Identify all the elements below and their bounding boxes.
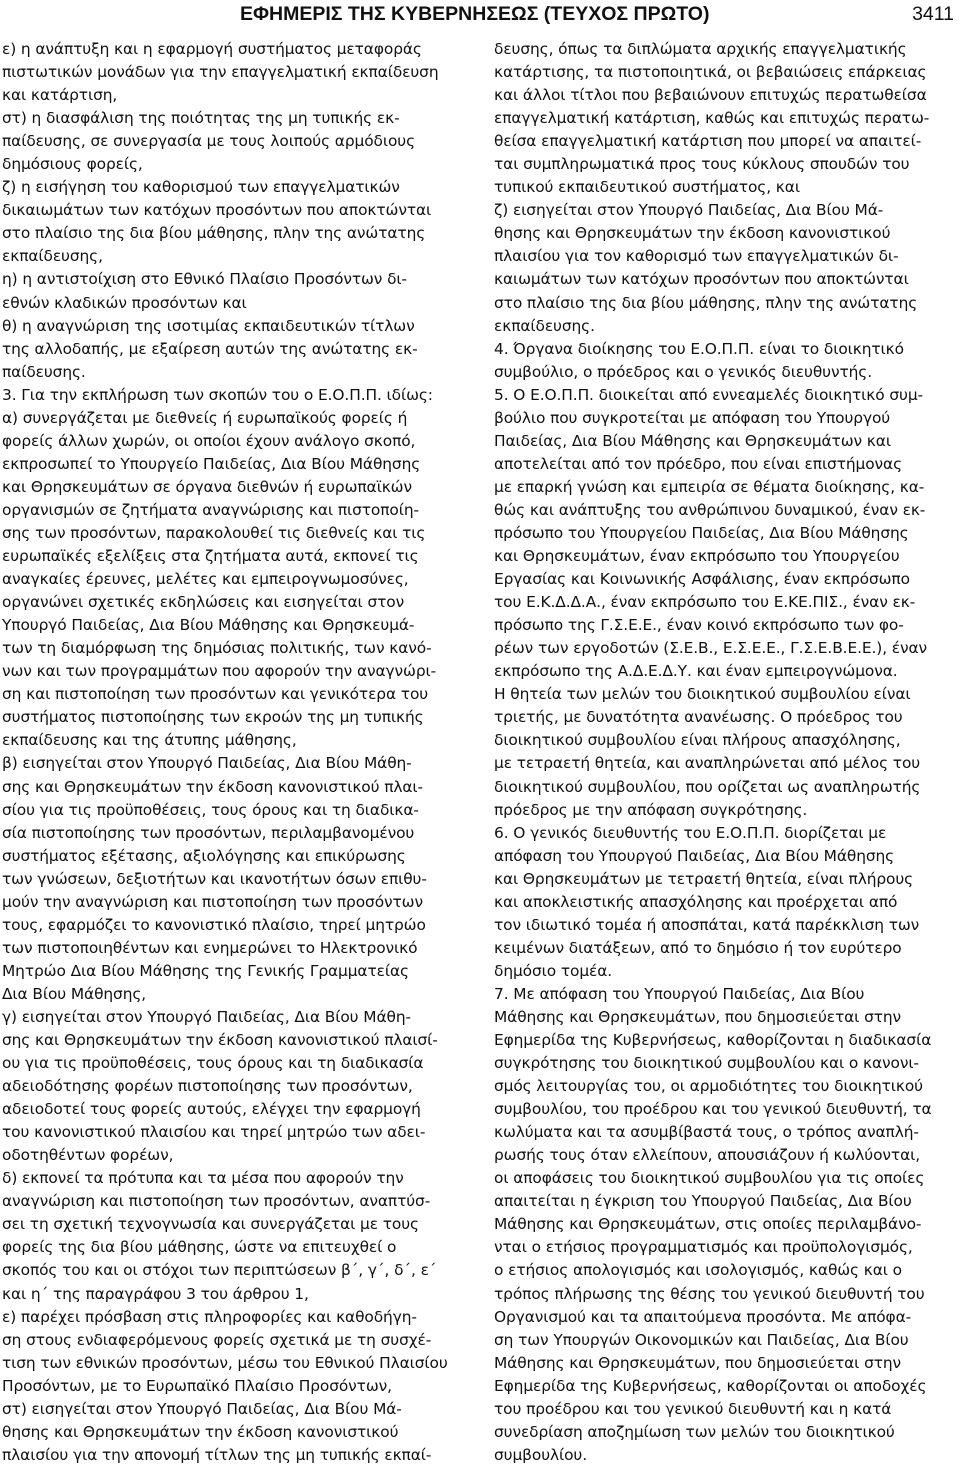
text-line: στο πλαίσιο της δια βίου μάθησης, πλην της ανώτατης (494, 293, 918, 312)
text-line: 3. Για την εκπλήρωση των σκοπών του ο Ε.Ο.Π.Π. ιδίως: (2, 385, 433, 404)
text-line: συγκρότησης του διοικητικού συμβουλίου και ο κανονι- (494, 1054, 919, 1073)
text-line: διοικητικού συμβουλίου είναι πλήρους απασχόλησης, (494, 731, 901, 750)
text-line: πλαισίου για την απονομή τίτλων της μη τυπικής εκπαί- (2, 1445, 432, 1464)
text-line: 4. Όργανα διοίκησης του Ε.Ο.Π.Π. είναι το διοικητικό (494, 339, 904, 358)
text-line: πρόεδρος με την απόφαση συγκρότησης. (494, 800, 808, 819)
right-column (494, 38, 956, 1467)
text-line: τυπικού εκπαιδευτικού συστήματος, και (494, 178, 800, 197)
text-line: συστήματος πιστοποίησης των εκροών της μη τυπικής (2, 708, 424, 727)
text-line: δημόσιο τομέα. (494, 961, 613, 980)
text-line: α) συνεργάζεται με διεθνείς ή ευρωπαϊκούς φορείς ή (2, 408, 408, 427)
text-line: εκπαίδευσης. (494, 316, 595, 335)
text-line: του προέδρου και του γενικού διευθυντή και η κατά (494, 1399, 892, 1418)
text-line: των τη διαμόρφωση της δημόσιας πολιτικής, των κανό- (2, 639, 432, 658)
text-line: εκπροσωπεί το Υπουργείο Παιδείας, Δια Βίου Μάθησης (2, 454, 421, 473)
text-line: η) η αντιστοίχιση στο Εθνικό Πλαίσιο Προσόντων δι- (2, 270, 407, 289)
text-line: Εφημερίδα της Κυβερνήσεως, καθορίζονται οι αποδοχές (494, 1376, 927, 1395)
text-line: και Θρησκευμάτων σε όργανα διεθνών ή ευρωπαϊκών (2, 477, 412, 496)
text-line: νται ο ετήσιος προγραμματισμός και προϋπολογισμός, (494, 1238, 913, 1257)
text-line: κειμένων διατάξεων, από το δημόσιο ή τον ευρύτερο (494, 938, 902, 957)
text-line: ζ) εισηγείται στον Υπουργό Παιδείας, Δια Βίου Μά- (494, 201, 884, 220)
text-line: τρόπος πλήρωσης της θέσης του γενικού διευθυντή του (494, 1284, 925, 1303)
text-line: του Ε.Κ.Δ.Δ.Α., έναν εκπρόσωπο του Ε.ΚΕ.ΠΙΣ., έναν εκ- (494, 593, 916, 612)
text-line: παίδευσης, σε συνεργασία με τους λοιπούς αρμόδιους (2, 132, 416, 151)
text-line: με τετραετή θητεία, και αναπληρώνεται από μέλος του (494, 754, 921, 773)
text-line: ζ) η εισήγηση του καθορισμού των επαγγελματικών (2, 178, 400, 197)
text-line: στο πλαίσιο της δια βίου μάθησης, πλην της ανώτατης (2, 224, 426, 243)
text-line: αδειοδότησης φορέων πιστοποίησης των προσόντων, (2, 1077, 413, 1096)
text-line: σει τη σχετική τεχνογνωσία και συνεργάζεται με τους (2, 1215, 419, 1234)
text-line: Προσόντων, με το Ευρωπαϊκό Πλαίσιο Προσόντων, (2, 1376, 392, 1395)
text-line: Οργανισμού και τα απαιτούμενα προσόντα. Με απόφα- (494, 1307, 912, 1326)
text-line: ο ετήσιος απολογισμός και ισολογισμός, καθώς και ο (494, 1261, 902, 1280)
text-line: σης των προσόντων, παρακολουθεί τις διεθνείς και τις (2, 523, 426, 542)
text-line: της αλλοδαπής, με εξαίρεση αυτών της ανώτατης εκ- (2, 339, 418, 358)
text-line: των πιστοποιηθέντων και ενημερώνει το Ηλεκτρονικό (2, 938, 418, 957)
text-line: οδοτηθέντων φορέων, (2, 1146, 174, 1165)
text-line: Παιδείας, Δια Βίου Μάθησης και Θρησκευμάτων και (494, 431, 891, 450)
text-line: νων και των προγραμμάτων που αφορούν την αναγνώρι- (2, 662, 437, 681)
text-line: Υπουργό Παιδείας, Δια Βίου Μάθησης και Θρησκευμά- (2, 616, 415, 635)
text-line: δευσης, όπως τα διπλώματα αρχικής επαγγελματικής (494, 40, 907, 58)
text-line: σης και Θρησκευμάτων την έκδοση κανονιστικού πλαι- (2, 777, 423, 796)
text-line: 6. Ο γενικός διευθυντής του Ε.Ο.Π.Π. διορίζεται με (494, 823, 887, 842)
text-line: συμβούλιο, ο πρόεδρος και ο γενικός διευθυντής. (494, 362, 872, 381)
text-line: β) εισηγείται στον Υπουργό Παιδείας, Δια Βίου Μάθη- (2, 754, 412, 773)
text-line: σης και Θρησκευμάτων την έκδοση κανονιστικού πλαισί- (2, 1031, 438, 1050)
text-line: 7. Με απόφαση του Υπουργού Παιδείας, Δια Βίου (494, 984, 865, 1003)
gazette-title: ΕΦΗΜΕΡΙΣ ΤΗΣ ΚΥΒΕΡΝΗΣΕΩΣ (ΤΕΥΧΟΣ ΠΡΩΤΟ) (240, 3, 710, 25)
page-number: 3411 (912, 3, 954, 25)
text-line: δικαιωμάτων των κατόχων προσόντων που αποκτώνται (2, 201, 432, 220)
text-line: ε) παρέχει πρόσβαση στις πληροφορίες και καθοδήγη- (2, 1307, 417, 1326)
text-line: σμός λειτουργίας του, οι αρμοδιότητες του διοικητικού (494, 1077, 923, 1096)
text-line: ρωσής τους όταν ελλείπουν, απουσιάζουν ή κωλύονται, (494, 1146, 921, 1165)
text-line: απαιτείται η έγκριση του Υπουργού Παιδείας, Δια Βίου (494, 1192, 912, 1211)
text-line: των γνώσεων, δεξιοτήτων και ικανοτήτων όσων επιθυ- (2, 869, 427, 888)
text-line: απόφαση του Υπουργού Παιδείας, Δια Βίου Μάθησης (494, 846, 895, 865)
text-line: καιωμάτων των κατόχων προσόντων που αποκτώνται (494, 270, 909, 289)
text-line: αποτελείται από τον πρόεδρο, που είναι επιστήμονας (494, 454, 903, 473)
text-line: και κατάρτιση, (2, 86, 118, 105)
text-line: σίου για τις προϋποθέσεις, τους όρους και τη διαδικα- (2, 800, 419, 819)
text-line: Μάθησης και Θρησκευμάτων, που δημοσιεύεται στην (494, 1353, 902, 1372)
text-line: Εφημερίδα της Κυβερνήσεως, καθορίζονται η διαδικασία (494, 1031, 932, 1050)
text-line: και η΄ της παραγράφου 3 του άρθρου 1, (2, 1284, 309, 1303)
text-line: θώς και ανάπτυξης του ανθρώπινου δυναμικού, έναν εκ- (494, 500, 926, 519)
text-line: θ) η αναγνώριση της ισοτιμίας εκπαιδευτικών τίτλων (2, 316, 415, 335)
text-line: ου για τις προϋποθέσεις, τους όρους και τη διαδικασία (2, 1054, 424, 1073)
text-line: ση των Υπουργών Οικονομικών και Παιδείας, Δια Βίου (494, 1330, 909, 1349)
text-line: ρέων των εργοδοτών (Σ.Ε.Β., Ε.Σ.Ε.Ε., Γ.Σ.Ε.Β.Ε.Ε.), έναν (494, 639, 928, 658)
text-line: οι αποφάσεις του διοικητικού συμβουλίου για τις οποίες (494, 1169, 925, 1188)
text-line: συμβουλίου, του προέδρου και του γενικού διευθυντή, τα (494, 1100, 932, 1119)
text-line: μούν την αναγνώριση και πιστοποίηση των προσόντων (2, 892, 423, 911)
text-line: συνεδρίαση αποζημίωση των μελών του διοικητικού (494, 1422, 895, 1441)
text-line: τιση των εθνικών προσόντων, μέσω του Εθνικού Πλαισίου (2, 1353, 448, 1372)
text-line: ε) η ανάπτυξη και η εφαρμογή συστήματος μεταφοράς (2, 40, 422, 58)
text-line: εθνών κλαδικών προσόντων και (2, 293, 247, 312)
text-line: κατάρτισης, τα πιστοποιητικά, οι βεβαιώσεις επάρκειας (494, 63, 927, 82)
text-line: εκπαίδευσης και της άτυπης μάθησης, (2, 731, 297, 750)
page-header (0, 1, 960, 27)
text-line: πρόσωπο της Γ.Σ.Ε.Ε., έναν κοινό εκπρόσωπο των φο- (494, 616, 904, 635)
text-line: Δια Βίου Μάθησης, (2, 984, 147, 1003)
text-line: με επαρκή γνώση και εμπειρία σε θέματα διοίκησης, κα- (494, 477, 925, 496)
text-line: και Θρησκευμάτων, έναν εκπρόσωπο του Υπουργείου (494, 547, 900, 566)
text-line: θείσα επαγγελματική κατάρτιση που μπορεί να απαιτεί- (494, 132, 922, 151)
text-line: συστήματος εξέτασης, αξιολόγησης και επικύρωσης (2, 846, 406, 865)
text-line: ση στους ενδιαφερόμενους φορείς σχετικά με τη συσχέ- (2, 1330, 432, 1349)
text-line: κωλύματα και τα ασυμβίβαστά τους, ο τρόπος αναπλή- (494, 1123, 919, 1142)
text-line: πρόσωπο του Υπουργείου Παιδείας, Δια Βίου Μάθησης (494, 523, 909, 542)
text-line: θησης και Θρησκευμάτων την έκδοση κανονιστικού (2, 1422, 399, 1441)
text-line: στ) εισηγείται στον Υπουργό Παιδείας, Δια Βίου Μά- (2, 1399, 402, 1418)
text-line: Μητρώο Δια Βίου Μάθησης της Γενικής Γραμματείας (2, 961, 409, 980)
text-line: Εργασίας και Κοινωνικής Ασφάλισης, έναν εκπρόσωπο (494, 570, 910, 589)
text-line: Μάθησης και Θρησκευμάτων, που δημοσιεύεται στην (494, 1007, 902, 1026)
text-line: παίδευσης. (2, 362, 86, 381)
text-line: θησης και Θρησκευμάτων την έκδοση κανονιστικού (494, 224, 891, 243)
text-line: σία πιστοποίησης των προσόντων, περιλαμβανομένου (2, 823, 415, 842)
text-line: ση και πιστοποίηση των προσόντων και γενικότερα του (2, 685, 429, 704)
text-line: 5. Ο Ε.Ο.Π.Π. διοικείται από εννεαμελές διοικητικό συμ- (494, 385, 923, 404)
text-line: τους, εφαρμόζει το κανονιστικό πλαίσιο, τηρεί μητρώο (2, 915, 426, 934)
text-line: οργανισμών σε ζητήματα αναγνώρισης και πιστοποίη- (2, 500, 419, 519)
text-line: τον ιδιωτικό τομέα ή αποσπάται, κατά παρέκκλιση των (494, 915, 920, 934)
text-line: πιστωτικών μονάδων για την επαγγελματική εκπαίδευση (2, 63, 439, 82)
text-line: εκπαίδευσης, (2, 247, 103, 266)
text-line: σκοπός του και οι στόχοι των περιπτώσεων β΄, γ΄, δ΄, ε΄ (2, 1261, 437, 1280)
text-line: στ) η διασφάλιση της ποιότητας της μη τυπικής εκ- (2, 109, 400, 128)
text-line: εκπρόσωπο της Α.Δ.Ε.Δ.Υ. και έναν εμπειρογνώμονα. (494, 662, 898, 681)
text-line: και Θρησκευμάτων με τετραετή θητεία, είναι πλήρους (494, 869, 914, 888)
text-line: και άλλοι τίτλοι που βεβαιώνουν επιτυχώς περατωθείσα (494, 86, 927, 105)
text-line: Η θητεία των μελών του διοικητικού συμβουλίου είναι (494, 685, 911, 704)
text-line: τριετής, με δυνατότητα ανανέωσης. Ο πρόεδρος του (494, 708, 903, 727)
text-line: ται συμπληρωματικά προς τους κύκλους σπουδών του (494, 155, 910, 174)
text-line: δ) εκπονεί τα πρότυπα και τα μέσα που αφορούν την (2, 1169, 404, 1188)
text-line: αναγκαίες έρευνες, μελέτες και εμπειρογνωμοσύνες, (2, 570, 409, 589)
left-column (2, 38, 470, 1467)
text-line: οργανώνει σχετικές εκδηλώσεις και εισηγείται στον (2, 593, 405, 612)
text-line: του κανονιστικού πλαισίου και τηρεί μητρώο των αδει- (2, 1123, 426, 1142)
text-line: γ) εισηγείται στον Υπουργό Παιδείας, Δια Βίου Μάθη- (2, 1007, 411, 1026)
text-line: διοικητικού συμβουλίου, που ορίζεται ως αναπληρωτής (494, 777, 921, 796)
text-line: ευρωπαϊκές εξελίξεις στα ζητήματα αυτά, εκπονεί τις (2, 547, 419, 566)
text-line: βούλιο που συγκροτείται με απόφαση του Υπουργού (494, 408, 891, 427)
text-line: πλαισίου για τον καθορισμό των επαγγελματικών δι- (494, 247, 899, 266)
text-line: συμβουλίου. (494, 1445, 588, 1464)
text-line: αναγνώριση και πιστοποίηση των προσόντων, αναπτύσ- (2, 1192, 431, 1211)
text-line: φορείς της δια βίου μάθησης, ώστε να επιτευχθεί ο (2, 1238, 397, 1257)
text-line: και αποκλειστικής απασχόλησης και προέρχεται από (494, 892, 898, 911)
text-line: δημόσιους φορείς, (2, 155, 143, 174)
text-line: φορείς άλλων χωρών, οι οποίοι έχουν ανάλογο σκοπό, (2, 431, 416, 450)
text-line: Μάθησης και Θρησκευμάτων, στις οποίες περιλαμβάνο- (494, 1215, 922, 1234)
text-line: αδειοδοτεί τους φορείς αυτούς, ελέγχει την εφαρμογή (2, 1100, 421, 1119)
text-line: επαγγελματική κατάρτιση, καθώς και επιτυχώς περατω- (494, 109, 930, 128)
